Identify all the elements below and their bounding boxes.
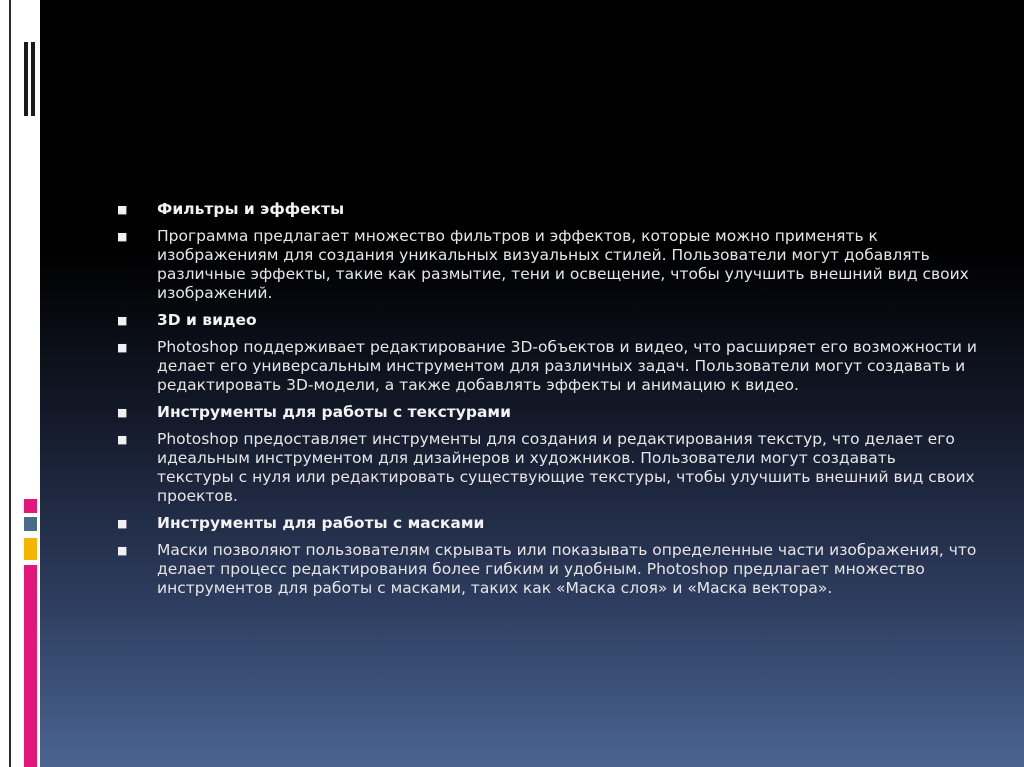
- bullet-icon: ■: [117, 203, 128, 216]
- list-item: [117, 338, 977, 395]
- section-body: Photoshop предоставляет инструменты для создания и редактирования текстур, что делает его идеальным инструментом для дизайнеров и художников. Пользователи могут создавать текстуры с нуля или редактировать существующие текстуры, чтобы улучшить внешний вид своих проектов.: [157, 430, 975, 505]
- list-item: [117, 227, 977, 303]
- section-heading: Фильтры и эффекты: [157, 200, 345, 218]
- bullet-icon: ■: [117, 544, 128, 557]
- dark-bar-decoration: [31, 42, 35, 116]
- list-item: [117, 200, 977, 219]
- strip-line: [9, 0, 11, 767]
- left-decorative-strip: [0, 0, 40, 767]
- list-item: [117, 403, 977, 422]
- section-body: Программа предлагает множество фильтров и эффектов, которые можно применять к изображениям для создания уникальных визуальных стилей. Пользователи могут добавлять различные эффекты, такие как размытие, тени и освещение, чтобы улучшить внешний вид своих изображений.: [157, 227, 969, 302]
- bullet-icon: ■: [117, 341, 128, 354]
- list-item: [117, 311, 977, 330]
- bullet-list: [117, 200, 977, 606]
- section-heading: Инструменты для работы с текстурами: [157, 403, 511, 421]
- list-item: [117, 514, 977, 533]
- section-body: Маски позволяют пользователям скрывать или показывать определенные части изображения, что делает процесс редактирования более гибким и удобным. Photoshop предлагает множество инструментов для работы с масками, таких как «Маска слоя» и «Маска вектора».: [157, 541, 977, 597]
- yellow-square-decoration: [24, 538, 37, 560]
- bullet-icon: ■: [117, 406, 128, 419]
- list-item: [117, 430, 977, 506]
- bullet-icon: ■: [117, 517, 128, 530]
- bullet-icon: ■: [117, 314, 128, 327]
- bullet-icon: ■: [117, 433, 128, 446]
- bullet-icon: ■: [117, 230, 128, 243]
- pink-square-decoration: [24, 499, 37, 513]
- section-heading: 3D и видео: [157, 311, 257, 329]
- pink-bar-decoration: [24, 565, 37, 767]
- section-body: Photoshop поддерживает редактирование 3D-объектов и видео, что расширяет его возможности и делает его универсальным инструментом для различных задач. Пользователи могут создавать и редактировать 3D-модели, а также добавлять эффекты и анимацию к видео.: [157, 338, 977, 394]
- dark-bar-decoration: [24, 42, 28, 116]
- section-heading: Инструменты для работы с масками: [157, 514, 485, 532]
- list-item: [117, 541, 977, 598]
- blue-square-decoration: [24, 517, 37, 531]
